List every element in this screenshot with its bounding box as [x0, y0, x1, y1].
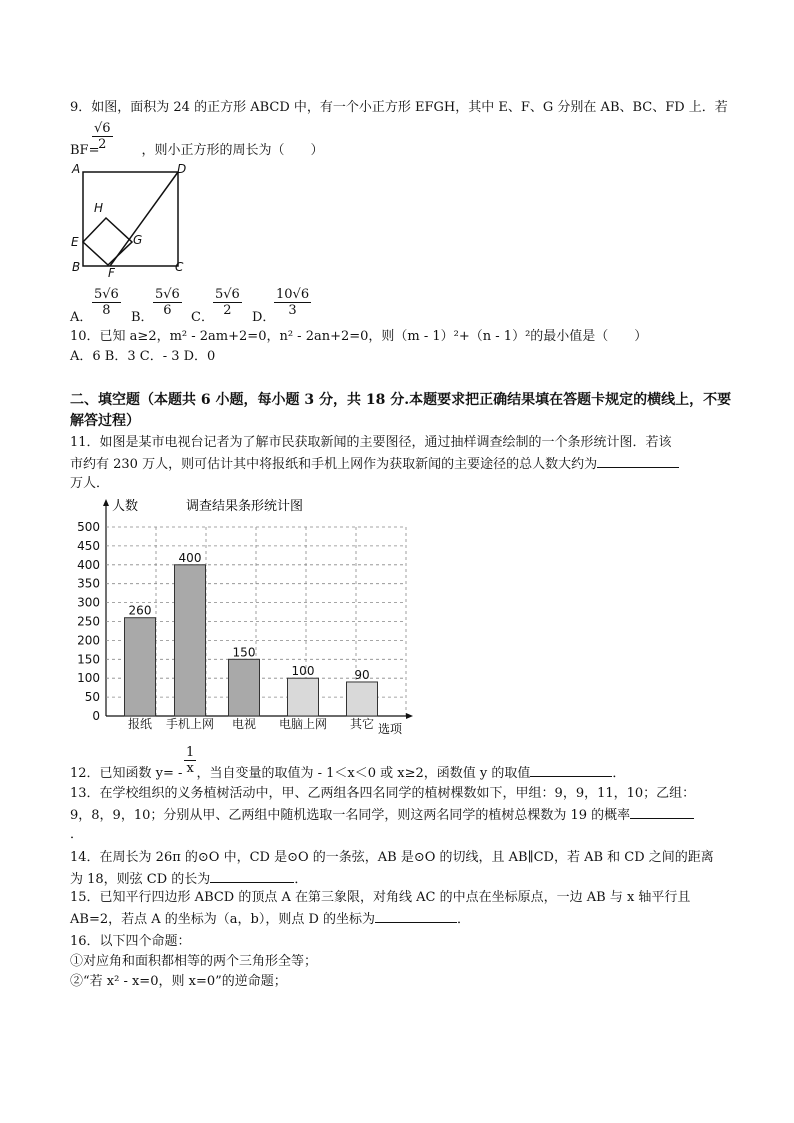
q12-frac-den: x [186, 761, 194, 776]
line-fd [110, 172, 178, 266]
chart-ytick-label-400: 400 [77, 557, 100, 572]
q9-line1: 9．如图，面积为 24 的正方形 ABCD 中，有一个小正方形 EFGH，其中 E、F、G 分别在 AB、BC、FD 上．若 [70, 100, 728, 115]
chart-bar-0 [125, 618, 156, 716]
q15-line1: 15．已知平行四边形 ABCD 的顶点 A 在第三象限，对角线 AC 的中点在坐标原点，一边 AB 与 x 轴平行且 [70, 890, 691, 905]
q9-line2 [70, 142, 323, 160]
q16-line1: 16．以下四个命题： [70, 934, 191, 949]
chart-value-label-3: 100 [291, 664, 315, 679]
chart-ytick-label-50: 50 [84, 690, 100, 705]
chart-category-label-3: 电脑上网 [278, 717, 328, 731]
q13-line1: 13．在学校组织的义务植树活动中，甲、乙两组各四名同学的植树棵数如下，甲组：9，9，11，10；乙组： [70, 786, 696, 801]
label-g: G [133, 233, 143, 247]
chart-value-label-1: 400 [178, 550, 202, 565]
q15-answer-blank[interactable] [375, 910, 457, 923]
chart-bar-3 [288, 678, 319, 716]
q9-option-b-num: 5√6 [155, 287, 180, 302]
q12-fraction [184, 745, 196, 776]
q9-option-c-den: 2 [223, 303, 232, 318]
q12-line [70, 764, 625, 783]
q10-options: A．6 B．3 C．- 3 D．0 [70, 349, 216, 364]
chart-bar-1 [175, 565, 206, 716]
chart-y-axis-arrow [103, 499, 109, 506]
chart-labels [77, 520, 374, 731]
label-b: B [72, 260, 81, 274]
chart-ylabel: 人数 [112, 499, 139, 514]
q13-answer-blank[interactable] [630, 806, 694, 819]
chart-x-axis-arrow [406, 713, 413, 719]
q9-option-a-num: 5√6 [94, 287, 119, 302]
chart-value-label-2: 150 [232, 645, 256, 660]
q16-item1: ①对应角和面积都相等的两个三角形全等； [70, 954, 318, 969]
section2-heading-line1: 二、填空题（本题共 6 小题，每小题 3 分，共 18 分.本题要求把正确结果填在答题卡规定的横线上，不要 [70, 392, 732, 408]
q13-line2-text: 9，8，9，10；分别从甲、乙两组中随机选取一名同学，则这两名同学的植树总棵数为 19 的概率 [70, 808, 631, 823]
chart-ytick-label-500: 500 [77, 520, 100, 534]
q9-option-d-frac [274, 287, 311, 318]
label-h: H [94, 201, 104, 215]
chart-value-label-0: 260 [128, 603, 152, 618]
chart-ytick-label-0: 0 [92, 709, 100, 723]
q9-bf-den: 2 [98, 137, 107, 152]
q9-option-b-letter: B． [131, 310, 154, 325]
label-a: A [72, 162, 81, 176]
q9-option-c-num: 5√6 [215, 287, 240, 302]
q11-line2-text: 市约有 230 万人，则可估计其中将报纸和手机上网作为获取新闻的主要途径的总人数大约为 [70, 457, 598, 472]
label-d: D [177, 162, 187, 176]
q9-square-figure [66, 160, 196, 280]
chart-ytick-label-350: 350 [77, 576, 100, 591]
chart-category-label-2: 电视 [231, 717, 257, 731]
q14-line2-text: 为 18，则弦 CD 的长为 [70, 872, 211, 887]
chart-category-label-1: 手机上网 [165, 717, 215, 731]
q13-line3: ． [70, 827, 84, 842]
q12-answer-blank[interactable] [530, 764, 612, 777]
chart-ytick-label-450: 450 [77, 538, 100, 553]
q12-rest: ，当自变量的取值为 - 1＜x＜0 或 x≥2，函数值 y 的取值 [196, 766, 531, 781]
q9-bf-prefix: BF= [70, 143, 100, 158]
label-e: E [71, 235, 79, 249]
q9-option-b-frac [153, 287, 182, 318]
q12-end: ． [612, 766, 626, 781]
section2-heading-line2: 解答过程） [70, 413, 140, 429]
q16-item2: ②“若 x² - x=0，则 x=0”的逆命题； [70, 974, 287, 989]
q9-option-c-letter: C． [191, 310, 214, 325]
q11-line1: 11．如图是某市电视台记者为了解市民获取新闻的主要图径，通过抽样调查绘制的一个条形统计图．若该 [70, 435, 672, 450]
chart-ytick-label-200: 200 [77, 633, 100, 648]
q10-line1: 10．已知 a≥2，m² - 2am+2=0，n² - 2an+2=0，则（m - 1）²+（n - 1）²的最小值是（ ） [70, 329, 648, 344]
chart-xlabel: 选项 [378, 722, 403, 736]
q9-option-c-frac [213, 287, 242, 318]
q9-option-d-num: 10√6 [276, 287, 310, 302]
chart-category-label-4: 其它 [349, 717, 375, 731]
q11-line3: 万人． [70, 476, 110, 491]
q9-option-d-den: 3 [288, 303, 297, 318]
q11-answer-blank[interactable] [597, 455, 679, 468]
q14-line2 [70, 870, 307, 889]
chart-bar-2 [229, 659, 260, 716]
q11-bar-chart [70, 494, 415, 740]
q11-line2 [70, 455, 679, 474]
q9-option-a-letter: A． [70, 310, 93, 325]
q9-bf-num: √6 [94, 121, 111, 136]
q9-option-d-letter: D． [252, 310, 276, 325]
q15-line2-end: ． [457, 912, 471, 927]
chart-ytick-label-100: 100 [77, 671, 100, 686]
q9-option-b-den: 6 [163, 303, 172, 318]
chart-ytick-label-150: 150 [77, 652, 100, 667]
chart-value-label-4: 90 [354, 667, 370, 682]
square-abcd [83, 172, 178, 266]
q14-line1: 14．在周长为 26π 的⊙O 中，CD 是⊙O 的一条弦，AB 是⊙O 的切线，且 AB∥CD，若 AB 和 CD 之间的距离 [70, 850, 714, 865]
q13-line2 [70, 806, 694, 825]
q14-line2-end: ． [294, 872, 308, 887]
label-c: C [175, 260, 184, 274]
square-efgh [83, 218, 132, 265]
q12-frac-num: 1 [186, 745, 195, 760]
chart-ytick-label-250: 250 [77, 614, 100, 629]
chart-title: 调查结果条形统计图 [186, 499, 304, 514]
label-f: F [108, 266, 115, 280]
chart-ytick-label-300: 300 [77, 595, 100, 610]
q9-line2-rest: ，则小正方形的周长为（ ） [141, 143, 324, 158]
chart-bar-4 [347, 682, 378, 716]
q15-line2-text: AB=2，若点 A 的坐标为（a，b），则点 D 的坐标为 [70, 912, 376, 927]
q14-answer-blank[interactable] [210, 870, 294, 883]
q12-prefix: 12．已知函数 y= - [70, 766, 183, 781]
q15-line2 [70, 910, 470, 929]
chart-category-label-0: 报纸 [127, 717, 153, 731]
q9-option-a-den: 8 [102, 303, 111, 318]
q9-option-a-frac [92, 287, 121, 318]
